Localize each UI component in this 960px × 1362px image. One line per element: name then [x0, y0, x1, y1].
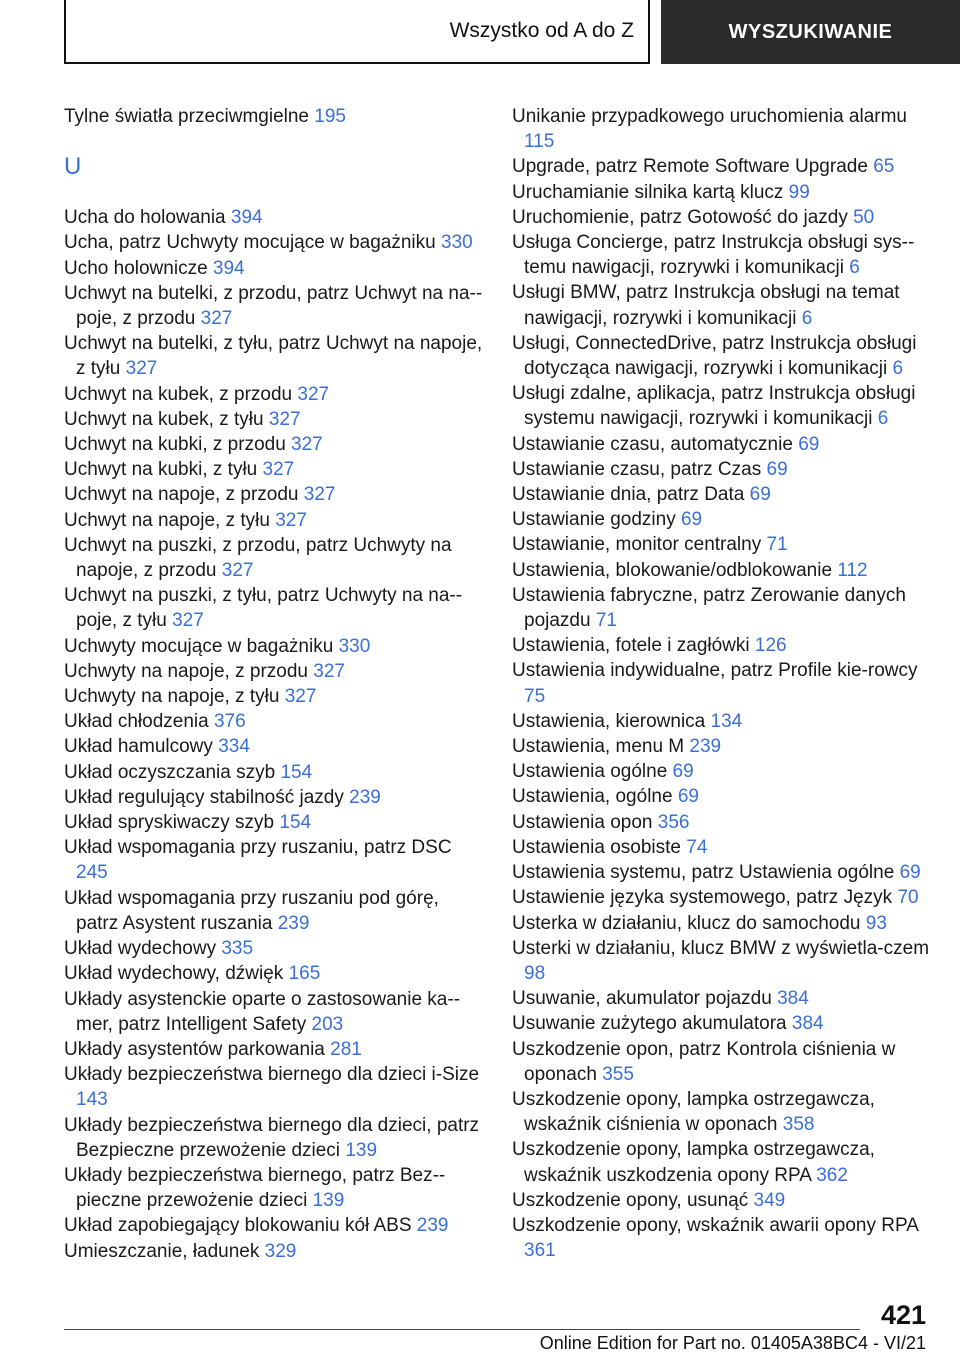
page-link[interactable]: 143	[76, 1089, 108, 1111]
index-entry-text: Uchwyt na kubki, z przodu	[64, 434, 286, 456]
page-link[interactable]: 154	[280, 761, 313, 783]
page-link[interactable]: 6	[849, 257, 860, 279]
page-link[interactable]: 69	[672, 761, 694, 783]
page-link[interactable]: 69	[899, 862, 921, 884]
page-link[interactable]: 98	[524, 962, 546, 984]
page-link[interactable]: 384	[777, 988, 809, 1010]
index-entry	[64, 104, 484, 129]
page-link[interactable]: 126	[754, 635, 787, 657]
index-entry-text: Usuwanie, akumulator pojazdu	[512, 988, 772, 1010]
index-entry	[64, 256, 484, 281]
index-entry-text: Ustawienia opon	[512, 811, 653, 833]
index-entry	[64, 684, 484, 709]
index-entry	[64, 230, 484, 255]
index-entry-text: Usterka w działaniu, klucz do samochodu	[512, 912, 861, 934]
index-entry-text: Układy bezpieczeństwa biernego dla dzieci i-Size	[64, 1064, 480, 1086]
index-entry	[64, 1062, 484, 1112]
index-entry	[64, 457, 484, 482]
page-link[interactable]: 356	[657, 811, 690, 833]
page-link[interactable]: 69	[766, 458, 788, 480]
index-entry-text: Uchwyty na napoje, z przodu	[64, 660, 308, 682]
index-entry-text: Usługi BMW, patrz Instrukcja obsługi na temat nawigacji, rozrywki i komunikacji	[512, 282, 900, 329]
index-entry-text: Ustawienia, fotele i zagłówki	[512, 635, 750, 657]
index-entry-text: Ustawienia, menu M	[512, 736, 685, 758]
page-link[interactable]: 239	[689, 736, 722, 758]
index-entry	[512, 331, 932, 381]
index-entry-text: Układ wydechowy	[64, 938, 217, 960]
index-entry	[512, 986, 932, 1011]
index-entry-text: Układ oczyszczania szyb	[64, 761, 276, 783]
index-entry	[512, 104, 932, 154]
index-entry-text: Układy bezpieczeństwa biernego dla dzieci, patrz Bezpieczne przewożenie dzieci	[64, 1114, 480, 1161]
index-entry	[64, 508, 484, 533]
page-link[interactable]: 394	[230, 207, 263, 229]
index-entry	[512, 154, 932, 179]
page-link[interactable]: 334	[218, 736, 250, 758]
index-entry-text: Ustawianie czasu, patrz Czas	[512, 458, 762, 480]
index-entry-text: Usuwanie zużytego akumulatora	[512, 1013, 787, 1035]
index-entry-text: Uchwyt na puszki, z tyłu, patrz Uchwyty na na-poje, z tyłu	[64, 585, 463, 632]
page-link[interactable]: 115	[524, 131, 555, 153]
index-entry	[64, 1113, 484, 1163]
section-tab[interactable]: Wszystko od A do Z	[64, 0, 650, 64]
index-entry-text: Uchwyty mocujące w bagażniku	[64, 635, 334, 657]
page-link[interactable]: 330	[441, 232, 473, 254]
page-link[interactable]: 327	[262, 459, 295, 481]
index-entry-text: Uchwyt na kubki, z tyłu	[64, 459, 258, 481]
index-entry-text: Uchwyt na butelki, z przodu, patrz Uchwyt na na-poje, z przodu	[64, 282, 483, 330]
index-entry-text: Ustawienia indywidualne, patrz Profile kie-rowcy	[512, 660, 918, 682]
index-entry-text: Ustawianie czasu, automatycznie	[512, 433, 793, 455]
index-entry	[64, 1239, 484, 1264]
page-link[interactable]: 239	[277, 912, 310, 934]
page-link[interactable]: 93	[865, 912, 887, 934]
page-link[interactable]: 195	[314, 106, 346, 127]
index-entry	[512, 860, 932, 885]
index-entry-text: Układy bezpieczeństwa biernego, patrz Bez-pieczne przewożenie dzieci	[64, 1164, 446, 1212]
index-entry	[512, 658, 932, 708]
index-entry-text: Uchwyt na kubek, z tyłu	[64, 408, 264, 430]
page-link[interactable]: 327	[303, 484, 336, 506]
index-entry	[512, 432, 932, 457]
index-entry	[512, 457, 932, 482]
page-link[interactable]: 75	[524, 685, 546, 707]
index-entry-text: Uchwyt na napoje, z przodu	[64, 484, 299, 506]
page-link[interactable]: 327	[268, 408, 301, 430]
page-link[interactable]: 362	[816, 1164, 848, 1186]
index-entry	[512, 1037, 932, 1087]
index-entry-text: Układ regulujący stabilność jazdy	[64, 786, 344, 808]
page-link[interactable]: 139	[345, 1139, 378, 1161]
page-link[interactable]: 327	[297, 383, 330, 405]
index-entry-text: Umieszczanie, ładunek	[64, 1240, 260, 1262]
page-link[interactable]: 376	[213, 711, 246, 733]
index-entry-text: Uruchamianie silnika kartą klucz	[512, 181, 784, 203]
index-entry-text: Uszkodzenie opony, usunąć	[512, 1189, 749, 1211]
page-link[interactable]: 327	[172, 610, 204, 632]
index-entry	[512, 381, 932, 431]
index-entry-text: Układ wspomagania przy ruszaniu, patrz DSC	[64, 837, 452, 859]
page-link[interactable]: 99	[788, 181, 810, 203]
page-link[interactable]: 358	[782, 1114, 815, 1136]
index-entry-text: Ustawianie dnia, patrz Data	[512, 484, 745, 506]
index-entry-text: Usługa Concierge, patrz Instrukcja obsługi sys-temu nawigacji, rozrywki i komunikacji	[512, 232, 915, 279]
index-entry	[64, 1037, 484, 1062]
index-entry	[512, 759, 932, 784]
index-entry	[512, 911, 932, 936]
index-entry	[64, 760, 484, 785]
index-entry	[64, 407, 484, 432]
footer-divider	[64, 1329, 860, 1330]
index-entry-text: Uchwyt na puszki, z przodu, patrz Uchwyty na napoje, z przodu	[64, 534, 452, 582]
index-entry-text: Ustawienia, kierownica	[512, 710, 706, 732]
index-entry	[64, 785, 484, 810]
index-entry	[64, 382, 484, 407]
page-link[interactable]: 154	[279, 812, 312, 834]
index-entry	[512, 835, 932, 860]
index-entry	[512, 558, 932, 583]
index-entry-text: Uchwyt na butelki, z tyłu, patrz Uchwyt na napoje, z tyłu	[64, 333, 483, 380]
page-link[interactable]: 74	[686, 836, 708, 858]
index-column-left	[64, 104, 484, 1264]
index-entry-text: Ustawienia ogólne	[512, 761, 668, 783]
index-entry	[512, 1087, 932, 1137]
index-entry	[512, 734, 932, 759]
index-entry	[512, 583, 932, 633]
index-entry-text: Tylne światła przeciwmgielne	[64, 106, 309, 127]
index-entry	[512, 1137, 932, 1187]
page-link[interactable]: 327	[275, 509, 307, 531]
page-link[interactable]: 69	[677, 786, 699, 808]
index-entry	[64, 634, 484, 659]
index-entry	[64, 1163, 484, 1213]
page-link[interactable]: 139	[312, 1190, 345, 1212]
page-link[interactable]: 65	[873, 156, 895, 178]
index-entry-text: Układ chłodzenia	[64, 711, 209, 733]
index-entry	[64, 886, 484, 936]
page-link[interactable]: 71	[595, 610, 617, 632]
index-entry	[512, 280, 932, 330]
page-link[interactable]: 327	[200, 308, 233, 330]
index-entry	[512, 784, 932, 809]
page-link[interactable]: 361	[524, 1240, 556, 1262]
index-entry-text: Ustawienia fabryczne, patrz Zerowanie danych pojazdu	[512, 584, 906, 632]
index-entry-text: Układ wspomagania przy ruszaniu pod górę, patrz Asystent ruszania	[64, 887, 439, 934]
page-number: 421	[880, 1300, 926, 1330]
index-entry-text: Układy asystenckie oparte o zastosowanie ka-mer, patrz Intelligent Safety	[64, 988, 461, 1035]
page-link[interactable]: 239	[349, 786, 381, 808]
index-entry-text: Ucha, patrz Uchwyty mocujące w bagażniku	[64, 232, 436, 254]
index-entry	[512, 230, 932, 280]
index-entry-text: Uszkodzenie opony, lampka ostrzegawcza, wskaźnik uszkodzenia opony RPA	[512, 1139, 875, 1186]
index-entry-text: Ustawianie, monitor centralny	[512, 534, 762, 556]
index-entry-text: Uruchomienie, patrz Gotowość do jazdy	[512, 206, 848, 228]
index-entry-text: Uchwyt na kubek, z przodu	[64, 383, 293, 405]
page-link[interactable]: 355	[602, 1063, 634, 1085]
page-link[interactable]: 281	[330, 1038, 362, 1060]
page-link[interactable]: 112	[837, 559, 868, 581]
page-link[interactable]: 327	[125, 358, 158, 380]
index-entry	[512, 885, 932, 910]
index-entry	[512, 482, 932, 507]
page-link[interactable]: 245	[76, 862, 108, 884]
index-entry	[64, 281, 484, 331]
page-link[interactable]: 69	[749, 484, 771, 506]
page-link[interactable]: 134	[710, 710, 743, 732]
index-entry	[64, 432, 484, 457]
index-entry	[512, 507, 932, 532]
index-entry	[64, 1213, 484, 1238]
index-entry	[64, 482, 484, 507]
index-entry	[64, 810, 484, 835]
index-entry	[512, 709, 932, 734]
index-entry	[512, 205, 932, 230]
page-link[interactable]: 327	[221, 560, 254, 582]
index-entry	[512, 633, 932, 658]
index-entry	[64, 659, 484, 684]
page-link[interactable]: 165	[288, 963, 321, 985]
index-entry	[64, 709, 484, 734]
page-link[interactable]: 327	[313, 660, 345, 682]
page-link[interactable]: 394	[212, 257, 245, 279]
page-link[interactable]: 327	[284, 686, 317, 708]
page-link[interactable]: 239	[416, 1215, 449, 1237]
index-entry-text: Układ hamulcowy	[64, 736, 213, 758]
index-entry	[512, 1188, 932, 1213]
index-entry-text: Układ zapobiegający blokowaniu kół ABS	[64, 1215, 412, 1237]
index-entry-text: Usterki w działaniu, klucz BMW z wyświetla-czem	[512, 937, 930, 959]
index-entry-text: Układ wydechowy, dźwięk	[64, 963, 284, 985]
index-entry-text: Ucho holownicze	[64, 257, 208, 279]
index-entry-text: Uszkodzenie opony, wskaźnik awarii opony RPA	[512, 1214, 918, 1236]
page-link[interactable]: 50	[853, 206, 875, 228]
index-entry-text: Uszkodzenie opon, patrz Kontrola ciśnienia w oponach	[512, 1038, 896, 1085]
page-link[interactable]: 69	[680, 509, 703, 531]
index-entry	[512, 936, 932, 986]
index-entry-text: Unikanie przypadkowego uruchomienia alarmu	[512, 106, 907, 127]
index-entry-text: Ustawienia, blokowanie/odblokowanie	[512, 559, 833, 581]
page-link[interactable]: 349	[753, 1189, 786, 1211]
search-tab[interactable]: WYSZUKIWANIE	[661, 0, 960, 64]
index-entry-text: Uchwyt na napoje, z tyłu	[64, 509, 270, 531]
index-entry-text: Ustawianie godziny	[512, 509, 676, 531]
index-letter-heading: U	[64, 153, 82, 181]
index-entry-text: Ustawienia osobiste	[512, 836, 681, 858]
page-link[interactable]: 335	[221, 938, 254, 960]
index-entry-text: Ustawienia, ogólne	[512, 786, 673, 808]
index-entry	[64, 987, 484, 1037]
index-entry-text: Usługi, ConnectedDrive, patrz Instrukcja obsługi dotycząca nawigacji, rozrywki i komunikacji	[512, 332, 917, 380]
page-header	[64, 0, 960, 64]
index-entry	[64, 835, 484, 885]
footer-edition: Online Edition for Part no. 01405A38BC4 - VI/21	[539, 1333, 926, 1353]
index-entry	[512, 180, 932, 205]
index-entry-text: Usługi zdalne, aplikacja, patrz Instrukcja obsługi systemu nawigacji, rozrywki i komunikacji	[512, 383, 916, 430]
page-link[interactable]: 384	[791, 1013, 824, 1035]
index-entry	[64, 961, 484, 986]
page-link[interactable]: 6	[877, 408, 889, 430]
index-entry	[64, 734, 484, 759]
index-entry	[512, 1213, 932, 1263]
page-link[interactable]: 69	[798, 433, 820, 455]
index-entry	[64, 936, 484, 961]
page-link[interactable]: 71	[766, 534, 788, 556]
page-link[interactable]: 6	[801, 307, 813, 329]
index-entry	[512, 810, 932, 835]
index-entry	[64, 583, 484, 633]
page-link[interactable]: 203	[311, 1013, 344, 1035]
index-entry-text: Układy asystentów parkowania	[64, 1038, 325, 1060]
index-entry-text: Układ spryskiwaczy szyb	[64, 812, 275, 834]
index-entry	[64, 331, 484, 381]
page-link[interactable]: 327	[291, 434, 323, 456]
index-entry-text: Ustawienie języka systemowego, patrz Język	[512, 887, 893, 909]
index-column-right	[512, 104, 932, 1263]
index-entry-text: Ucha do holowania	[64, 207, 226, 229]
index-entry-text: Ustawienia systemu, patrz Ustawienia ogólne	[512, 862, 895, 884]
index-entry-text: Uszkodzenie opony, lampka ostrzegawcza, wskaźnik ciśnienia w oponach	[512, 1088, 875, 1136]
page-link[interactable]: 329	[264, 1240, 297, 1262]
index-entry	[64, 533, 484, 583]
page-link[interactable]: 330	[338, 635, 371, 657]
index-entry	[64, 205, 484, 230]
index-entry	[512, 1011, 932, 1036]
index-entry-text: Uchwyty na napoje, z tyłu	[64, 686, 280, 708]
index-entry	[512, 532, 932, 557]
index-entry-text: Upgrade, patrz Remote Software Upgrade	[512, 156, 868, 178]
page-link[interactable]: 70	[897, 887, 919, 909]
page-link[interactable]: 6	[892, 358, 904, 380]
